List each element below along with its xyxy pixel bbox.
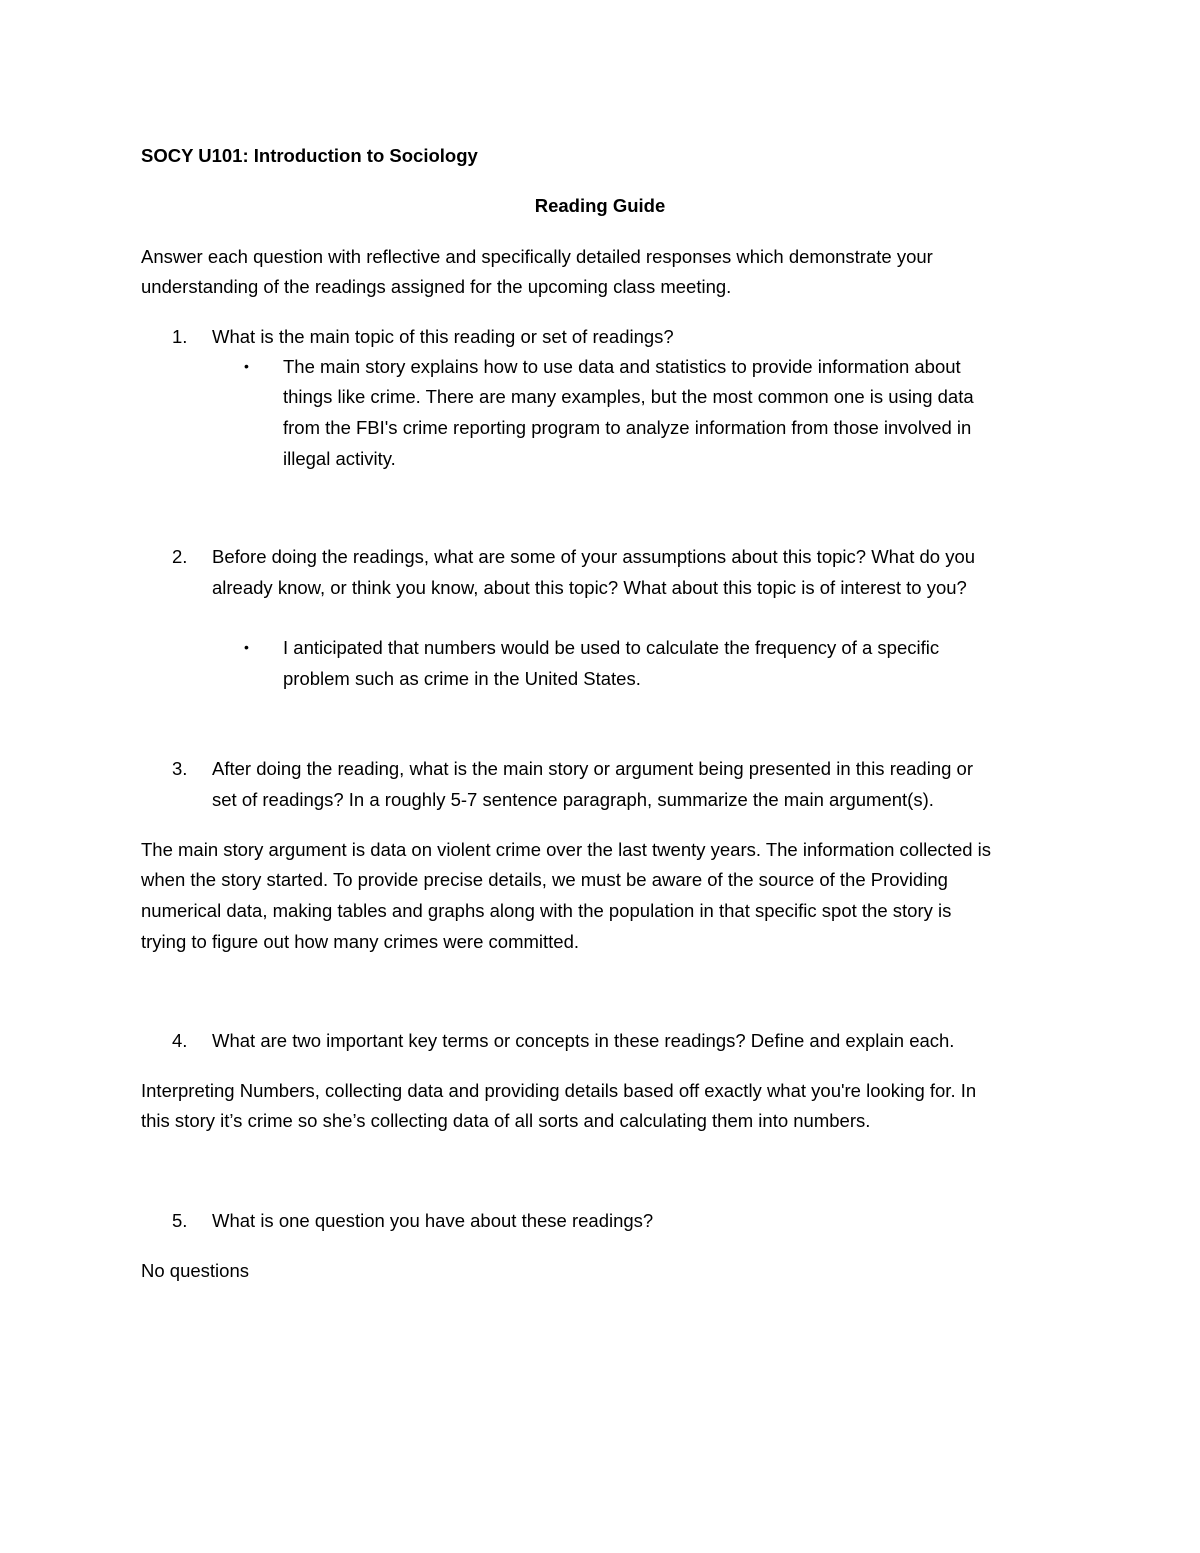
answer-line: from the FBI's crime reporting program to analyze information from those involved in xyxy=(283,417,972,438)
bullet-icon: • xyxy=(244,358,249,374)
course-title: SOCY U101: Introduction to Sociology xyxy=(141,145,478,166)
answer-line: numerical data, making tables and graphs along with the population in that specific spot the story is xyxy=(141,900,952,921)
answer-line: trying to figure out how many crimes were committed. xyxy=(141,931,579,952)
answer-line: The main story argument is data on violent crime over the last twenty years. The information collected is xyxy=(141,839,992,860)
answer-line: Interpreting Numbers, collecting data and providing details based off exactly what you're looking for. In xyxy=(141,1080,977,1101)
answer-line: The main story explains how to use data and statistics to provide information about xyxy=(283,356,961,377)
answer-line: illegal activity. xyxy=(283,448,396,469)
instructions-line-1: Answer each question with reflective and specifically detailed responses which demonstrate your xyxy=(141,246,933,267)
answer-line: I anticipated that numbers would be used to calculate the frequency of a specific xyxy=(283,637,940,658)
question-number: 2. xyxy=(172,546,188,567)
question-text: What is one question you have about these readings? xyxy=(212,1210,654,1231)
question-text-line: Before doing the readings, what are some of your assumptions about this topic? What do you xyxy=(212,546,976,567)
question-number: 5. xyxy=(172,1210,188,1231)
bullet-icon: • xyxy=(244,639,249,655)
question-text-line: After doing the reading, what is the main story or argument being presented in this reading or xyxy=(212,758,973,779)
answer-line: things like crime. There are many examples, but the most common one is using data xyxy=(283,386,974,407)
question-text: What are two important key terms or concepts in these readings? Define and explain each. xyxy=(212,1030,955,1051)
question-number: 4. xyxy=(172,1030,188,1051)
answer-line: this story it’s crime so she’s collecting data of all sorts and calculating them into numbers. xyxy=(141,1110,871,1131)
question-text-line: set of readings? In a roughly 5-7 sentence paragraph, summarize the main argument(s). xyxy=(212,789,934,810)
question-text: What is the main topic of this reading or set of readings? xyxy=(212,326,674,347)
question-number: 1. xyxy=(172,326,188,347)
question-number: 3. xyxy=(172,758,188,779)
answer-5: No questions xyxy=(141,1260,249,1281)
instructions-line-2: understanding of the readings assigned for the upcoming class meeting. xyxy=(141,276,732,297)
guide-title: Reading Guide xyxy=(534,195,666,216)
question-text-line: already know, or think you know, about this topic? What about this topic is of interest to you? xyxy=(212,577,967,598)
answer-line: problem such as crime in the United States. xyxy=(283,668,641,689)
answer-line: when the story started. To provide precise details, we must be aware of the source of the Providing xyxy=(141,869,948,890)
